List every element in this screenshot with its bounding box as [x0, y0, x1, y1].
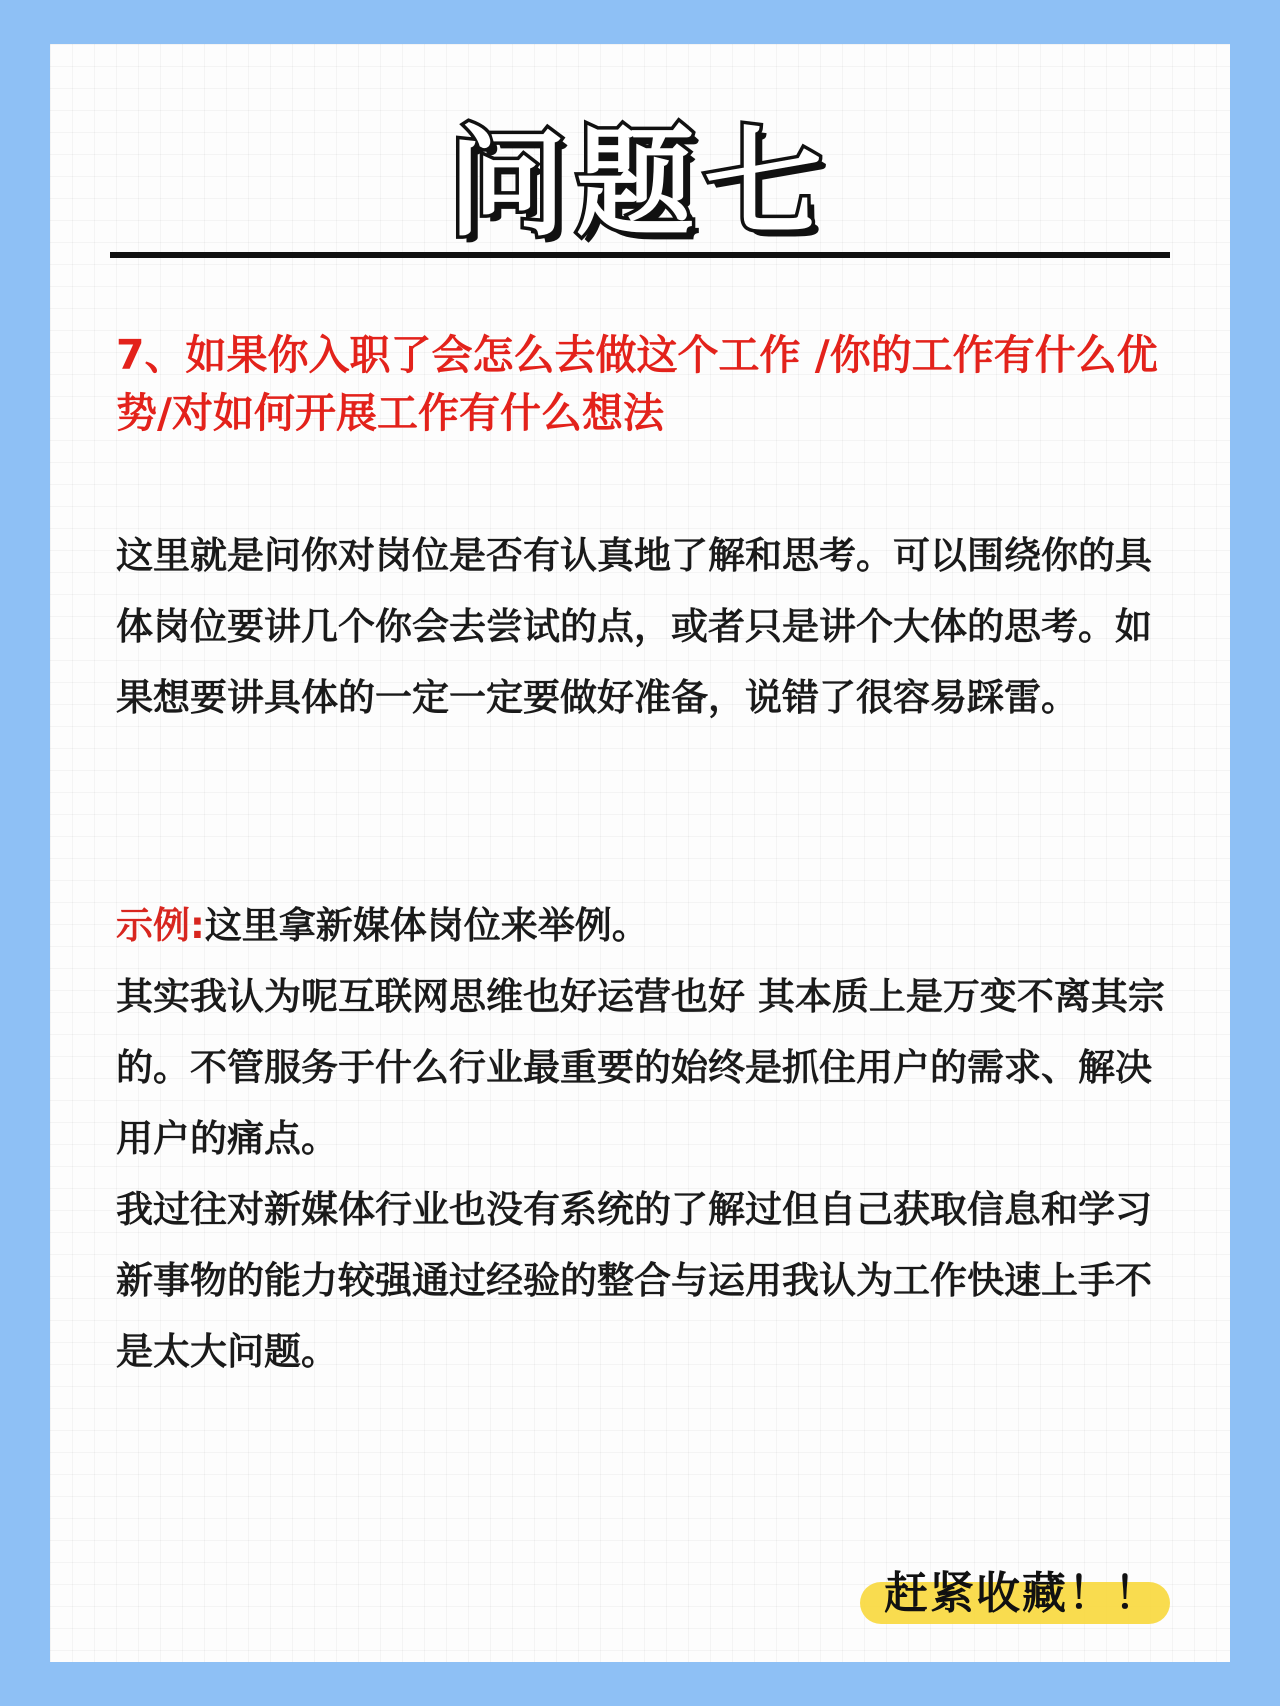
example-paragraph-b: 我过往对新媒体行业也没有系统的了解过但自己获取信息和学习新事物的能力较强通过经验的整合与运用我认为工作快速上手不是太大问题。: [116, 1188, 1152, 1373]
content-card: [50, 44, 1230, 1662]
example-intro: 这里拿新媒体岗位来举例。: [204, 904, 649, 947]
example-section: [116, 890, 1176, 1387]
question-heading: 7、如果你入职了会怎么去做这个工作 /你的工作有什么优势/对如何开展工作有什么想法: [116, 331, 1158, 437]
save-reminder: 赶紧收藏！！: [884, 1568, 1160, 1619]
example-intro-line: [116, 890, 1176, 961]
explanation-paragraph: 这里就是问你对岗位是否有认真地了解和思考。可以围绕你的具体岗位要讲几个你会去尝试的点，或者只是讲个大体的思考。如果想要讲具体的一定一定要做好准备，说错了很容易踩雷。: [116, 534, 1152, 719]
title-divider: [110, 252, 1170, 258]
page-title: 问题七: [447, 114, 832, 252]
example-paragraph-a: 其实我认为呢互联网思维也好运营也好 其本质上是万变不离其宗的。不管服务于什么行业最重要的始终是抓住用户的需求、解决用户的痛点。: [116, 975, 1165, 1160]
example-label: 示例:: [116, 904, 205, 947]
